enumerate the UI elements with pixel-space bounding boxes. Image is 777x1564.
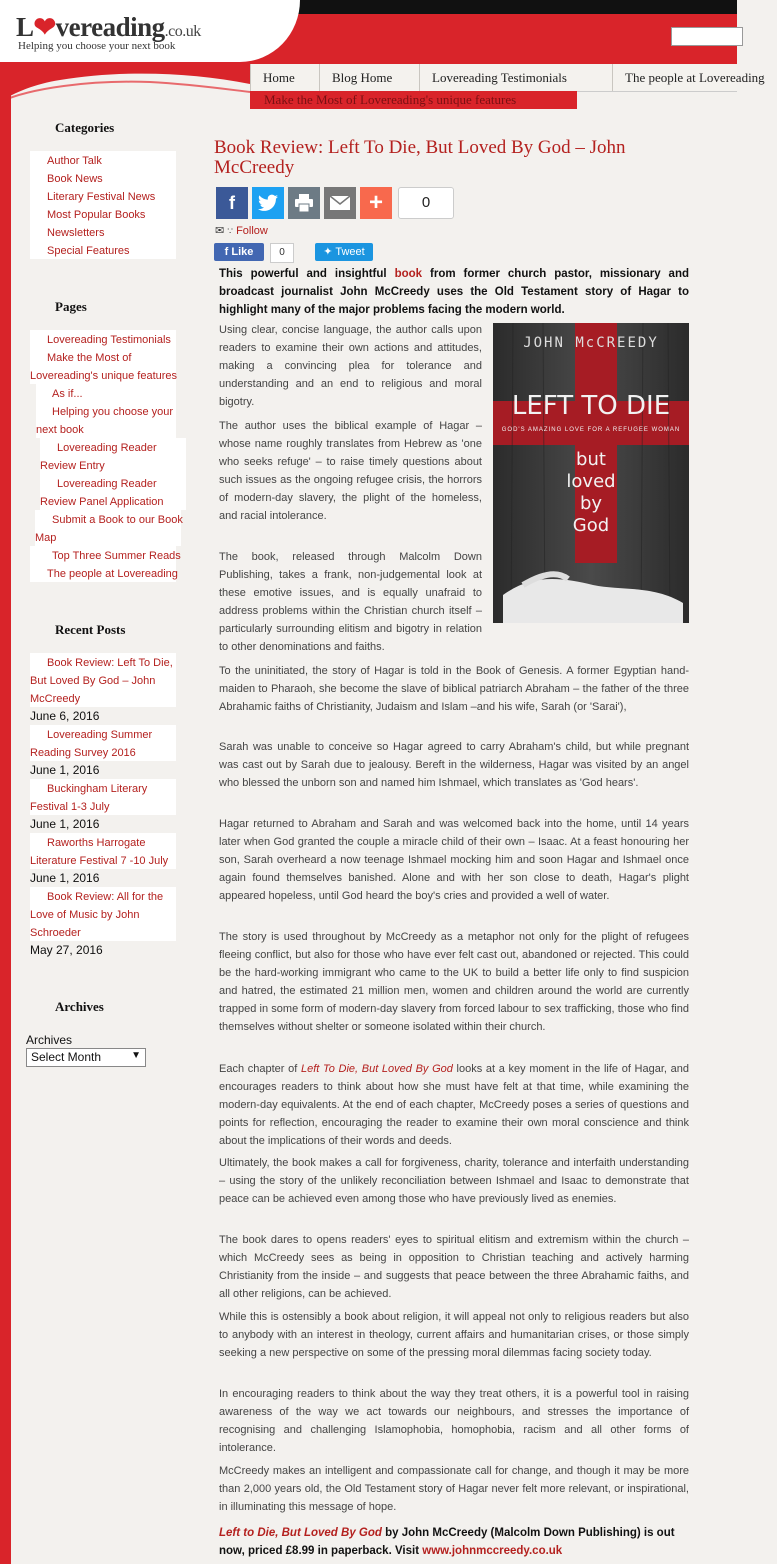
cover-line: by (579, 493, 603, 514)
twitter-icon (258, 194, 278, 212)
category-link[interactable]: Special Features (47, 245, 130, 257)
page-link[interactable]: Lovereading Testimonials (47, 334, 171, 346)
recent-post-link[interactable]: Raworths Harrogate (47, 837, 146, 849)
recent-post-link[interactable]: McCreedy (30, 693, 81, 705)
nav-item-testimonials[interactable]: Lovereading Testimonials (419, 64, 579, 91)
facebook-like-count: 0 (270, 243, 294, 263)
recent-post-date: June 1, 2016 (30, 871, 100, 885)
category-link[interactable]: Newsletters (47, 227, 105, 239)
post-paragraph: In encouraging readers to think about the way they treat others, it is a powerful tool in raising awareness of the way we act towards our neighbours, and stresses the importance of recognising and challenging Islamophobia, homophobia, racism and all other forms of intolerance. (219, 1388, 689, 1454)
rss-icon: ∵ (227, 226, 234, 236)
nav-item-home[interactable]: Home (250, 64, 307, 91)
page-link[interactable]: Helping you choose your (52, 406, 174, 418)
post-paragraph: McCreedy makes an intelligent and compassionate call for change, and though it may be more than 2,000 years old, the Old Testament story of Hagar never felt more relevant, or inspirational, in illuminating this message of hope. (219, 1465, 689, 1513)
post-paragraph: Hagar returned to Abraham and Sarah and was welcomed back into the home, until 14 years later when God granted the couple a miracle child of their own – Isaac. At a feast honouring her son, Sarah overheard a now teenage Ishmael mocking him and soon Hagar and Ishmael once again found themselves banished. Alone and with her son close to death, Hagar's plight appeared hopeless, until God heard the boy's cries and provided a well of water. (219, 818, 689, 902)
post-paragraph: Sarah was unable to conceive so Hagar agreed to carry Abraham's child, but while pregnant was cast out by Sarah due to jealousy. Bereft in the wilderness, Hagar was visited by an angel who blessed the unborn son and named him Ishmael, which translates as 'God hears'. (219, 741, 689, 789)
recent-post-link[interactable]: Book Review: Left To Die, (47, 657, 173, 669)
logo-word: vereading (55, 12, 165, 42)
post-paragraph: The book, released through Malcolm Down Publishing, takes a frank, non-judgemental look at these emotive issues, and is equally unafraid to address problems within the Christian church itself – particularly surrounding elitism and bigotry in relation to other denominations and faiths. (219, 551, 482, 653)
recent-post-date: June 1, 2016 (30, 817, 100, 831)
book-cover-author: JOHN McCREEDY (523, 335, 659, 351)
print-button[interactable] (288, 187, 320, 219)
recent-post-date: June 6, 2016 (30, 709, 100, 723)
recent-post-link[interactable]: Reading Survey 2016 (30, 747, 136, 759)
page-link[interactable]: Lovereading's unique features (30, 370, 178, 382)
post-closing (219, 1524, 689, 1560)
page-link[interactable]: Lovereading Reader (57, 478, 157, 490)
author-website-link[interactable]: www.johnmccreedy.co.uk (422, 1545, 563, 1557)
follow-link[interactable]: Follow (236, 225, 268, 237)
facebook-like-button[interactable] (214, 243, 264, 261)
post-paragraph: To the uninitiated, the story of Hagar is told in the Book of Genesis. A former Egyptian hand-maiden to Pharaoh, she become the slave of biblical patriarch Abraham – the father of the three Abrahamic faiths of Christianity, Judaism and Islam –and his wife, Sarah (or 'Sarai'), (219, 665, 689, 713)
chevron-down-icon: ▼ (131, 1050, 141, 1061)
book-title-link[interactable]: Left To Die, But Loved By God (300, 1063, 453, 1075)
recent-post-link[interactable]: Literature Festival 7 -10 July (30, 855, 169, 867)
book-cover-subtitle (493, 449, 689, 537)
twitter-icon: ✦ (323, 246, 333, 258)
page-link[interactable]: Lovereading Reader (57, 442, 157, 454)
header-decoration (0, 62, 250, 108)
post-paragraph: While this is ostensibly a book about religion, it will appeal not only to religious readers but also to anybody with an interest in theology, current affairs and humanitarian crises, or those simply seeking a new perspective on some of the pressing moral dilemmas facing society today. (219, 1311, 689, 1359)
intro-text: from former church pastor, missionary and broadcast journalist John McCreedy uses the Old Testament story of Hagar to highlight many of the major problems facing the modern world. (219, 268, 689, 316)
pages-heading: Pages (55, 299, 87, 314)
category-link[interactable]: Author Talk (47, 155, 102, 167)
recent-post-link[interactable]: Love of Music by John (30, 909, 140, 921)
post-paragraph: Ultimately, the book makes a call for forgiveness, charity, tolerance and interfaith understanding – using the story of the unlikely reconciliation between Ishmael and Isaac to demonstrate that peace can be achieved even among those who have previously lived as enemies. (219, 1157, 689, 1205)
archives-heading: Archives (55, 999, 104, 1014)
archives-select[interactable] (26, 1048, 146, 1067)
page-link[interactable]: Review Panel Application (40, 496, 164, 508)
cover-line: but (576, 449, 606, 470)
email-share-button[interactable] (324, 187, 356, 219)
page-link[interactable]: Top Three Summer Reads (52, 550, 181, 562)
intro-text: This powerful and insightful (219, 268, 395, 280)
main-nav (250, 64, 765, 92)
tweet-label: Tweet (335, 246, 365, 258)
recent-post-link[interactable]: Lovereading Summer (47, 729, 153, 741)
logo-letter: L (16, 12, 34, 42)
subnav-item-make-the-most[interactable]: Make the Most of Lovereading's unique features (264, 92, 517, 107)
recent-post-link[interactable]: But Loved By God – John (30, 675, 156, 687)
facebook-like-label: Like (231, 246, 254, 258)
cover-line: God (572, 515, 610, 536)
recent-post-date: June 1, 2016 (30, 763, 100, 777)
tweet-button[interactable] (315, 243, 373, 261)
archives-select-value: Select Month (31, 1050, 102, 1064)
page-link[interactable]: Map (35, 532, 57, 544)
closing-book-title[interactable]: Left to Die, But Loved By God (219, 1527, 382, 1539)
post-paragraph: The author uses the biblical example of Hagar – whose name roughly translates from Hebrew as 'one who seeks refuge' – to raise timely questions about such issues as the ongoing refugee crisis, the horrors of modern-day slavery, the plight of the homeless, and racial intolerance. (219, 420, 482, 522)
recent-post-link[interactable]: Schroeder (30, 927, 81, 939)
post-paragraph: Using clear, concise language, the author calls upon readers to examine their own actions and attitudes, making a convincing plea for tolerance and understanding and an end to religious and moral bigotry. (219, 324, 482, 408)
archives-label: Archives (26, 1033, 73, 1047)
book-cover-image (493, 323, 689, 623)
nav-item-people[interactable]: The people at Lovereading (612, 64, 777, 91)
recent-post-date: May 27, 2016 (30, 943, 103, 957)
category-link[interactable]: Book News (47, 173, 103, 185)
nav-item-blog-home[interactable]: Blog Home (319, 64, 404, 91)
logo-domain: .co.uk (164, 23, 201, 40)
sidebar-red-border (0, 88, 11, 1564)
category-link[interactable]: Literary Festival News (47, 191, 156, 203)
book-cover-tagline: GOD'S AMAZING LOVE FOR A REFUGEE WOMAN (501, 427, 681, 433)
more-share-button[interactable] (360, 187, 392, 219)
recent-post-link[interactable]: Book Review: All for the (47, 891, 164, 903)
intro-book-link[interactable]: book (394, 268, 423, 280)
paragraph-text: Each chapter of (219, 1063, 301, 1075)
post-paragraph (219, 1060, 689, 1150)
site-logo[interactable] (16, 12, 201, 43)
search-input[interactable] (671, 27, 743, 46)
twitter-share-button[interactable] (252, 187, 284, 219)
post-intro (219, 265, 689, 319)
sub-nav (250, 91, 577, 109)
post-paragraph: The story is used throughout by McCreedy as a metaphor not only for the plight of refugees fleeing conflict, but also for those who have ever felt cast out, abandoned or rejected. This could be the hard-working immigrant who came to the UK to build a better life only to find suspicion and hatred, the estimated 21 million men, women and children around the world are currently trapped in some form of modern-day slavery from forced labour to sex trafficking, those who find themselves without shelter or someone isolated within their church. (219, 931, 689, 1033)
envelope-icon (330, 196, 350, 210)
share-count: 0 (398, 187, 454, 219)
printer-icon (294, 194, 314, 212)
recent-post-link[interactable]: Buckingham Literary (47, 783, 148, 795)
page-link[interactable]: As if... (52, 388, 83, 400)
recent-posts-heading: Recent Posts (55, 622, 126, 637)
facebook-share-button[interactable] (216, 187, 248, 219)
facebook-icon: f (229, 193, 235, 213)
logo-area (0, 0, 300, 62)
facebook-icon: f (224, 246, 229, 258)
site-tagline: Helping you choose your next book (18, 40, 176, 52)
post-paragraph: The book dares to opens readers' eyes to spiritual elitism and extremism within the church – which McCreedy sees as being in opposition to Christian teaching and actively harming Christianity from the inside – and suggests that peace between the three Abrahamic faiths, and all other religions, can be achieved. (219, 1234, 689, 1300)
paragraph-text: looks at a key moment in the life of Hagar, and encourages readers to think about how she must have felt at that time, while examining the modern-day equivalents. At the end of each chapter, McCreedy poses a series of questions and points for reflection, encouraging the reader to examine their own moral conscience and think about the implications of their words and deeds. (219, 1063, 689, 1147)
heart-icon: ❤ (33, 12, 56, 42)
closing-text: by John McCreedy (Malcolm Down Publishing) is out now, priced £8.99 in paperback. Visit (219, 1527, 675, 1557)
category-link[interactable]: Most Popular Books (47, 209, 146, 221)
post-title: Book Review: Left To Die, But Loved By God – John McCreedy (214, 137, 626, 178)
page-link[interactable]: The people at Lovereading (47, 568, 178, 580)
page-link[interactable]: Make the Most of (47, 352, 132, 364)
cover-line: loved (566, 471, 616, 492)
recent-post-link[interactable]: Festival 1-3 July (30, 801, 110, 813)
follow-row (215, 224, 268, 237)
page-link[interactable]: next book (36, 424, 84, 436)
categories-heading: Categories (55, 120, 115, 135)
envelope-icon: ✉ (215, 225, 225, 237)
plus-icon: + (368, 189, 383, 216)
page-link[interactable]: Submit a Book to our Book (52, 514, 183, 526)
book-cover-title: LEFT TO DIE (511, 391, 671, 421)
page-link[interactable]: Review Entry (40, 460, 105, 472)
